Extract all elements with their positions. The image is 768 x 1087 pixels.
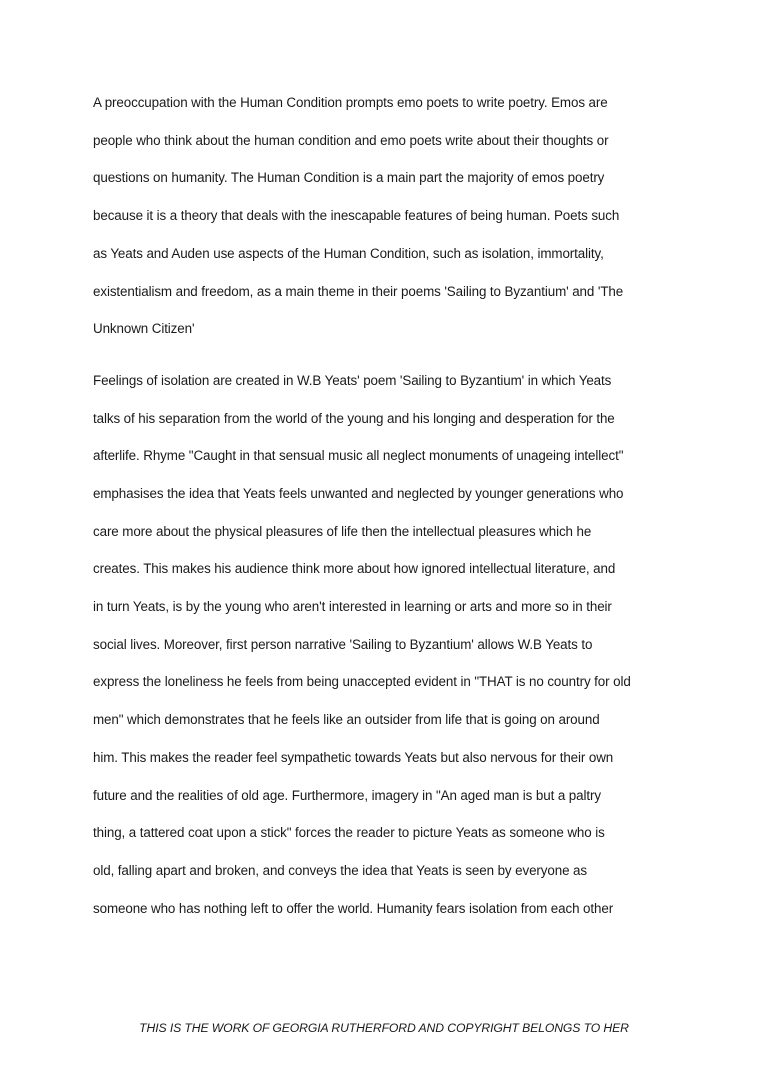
text-line: care more about the physical pleasures of life then the intellectual pleasures which he [93, 524, 592, 539]
text-line: as Yeats and Auden use aspects of the Human Condition, such as isolation, immortality, [93, 246, 604, 261]
text-line: old, falling apart and broken, and conveys the idea that Yeats is seen by everyone as [93, 863, 587, 878]
text-line: because it is a theory that deals with the inescapable features of being human. Poets such [93, 208, 620, 223]
text-line: thing, a tattered coat upon a stick" forces the reader to picture Yeats as someone who is [93, 825, 605, 840]
text-line: him. This makes the reader feel sympathetic towards Yeats but also nervous for their own [93, 750, 614, 765]
text-line: social lives. Moreover, first person narrative 'Sailing to Byzantium' allows W.B Yeats to [93, 637, 593, 652]
text-line: creates. This makes his audience think more about how ignored intellectual literature, and [93, 561, 616, 576]
text-line: someone who has nothing left to offer the world. Humanity fears isolation from each other [93, 901, 614, 916]
text-line: questions on humanity. The Human Condition is a main part the majority of emos poetry [93, 170, 605, 185]
text-line: afterlife. Rhyme "Caught in that sensual music all neglect monuments of unageing intellect" [93, 448, 624, 463]
page-footer: THIS IS THE WORK OF GEORGIA RUTHERFORD AND COPYRIGHT BELONGS TO HER [139, 1021, 629, 1035]
text-line: people who think about the human condition and emo poets write about their thoughts or [93, 133, 609, 148]
text-line: A preoccupation with the Human Condition prompts emo poets to write poetry. Emos are [93, 95, 608, 110]
text-line: express the loneliness he feels from being unaccepted evident in "THAT is no country for old [93, 674, 631, 689]
text-line: talks of his separation from the world of the young and his longing and desperation for the [93, 411, 615, 426]
text-line: men" which demonstrates that he feels like an outsider from life that is going on around [93, 712, 600, 727]
text-line: Feelings of isolation are created in W.B Yeats' poem 'Sailing to Byzantium' in which Yeats [93, 373, 612, 388]
text-line: in turn Yeats, is by the young who aren't interested in learning or arts and more so in their [93, 599, 612, 614]
text-line: emphasises the idea that Yeats feels unwanted and neglected by younger generations who [93, 486, 624, 501]
text-line: existentialism and freedom, as a main theme in their poems 'Sailing to Byzantium' and 'The [93, 284, 624, 299]
text-line: future and the realities of old age. Furthermore, imagery in "An aged man is but a paltry [93, 788, 601, 803]
text-line: Unknown Citizen' [93, 321, 195, 336]
